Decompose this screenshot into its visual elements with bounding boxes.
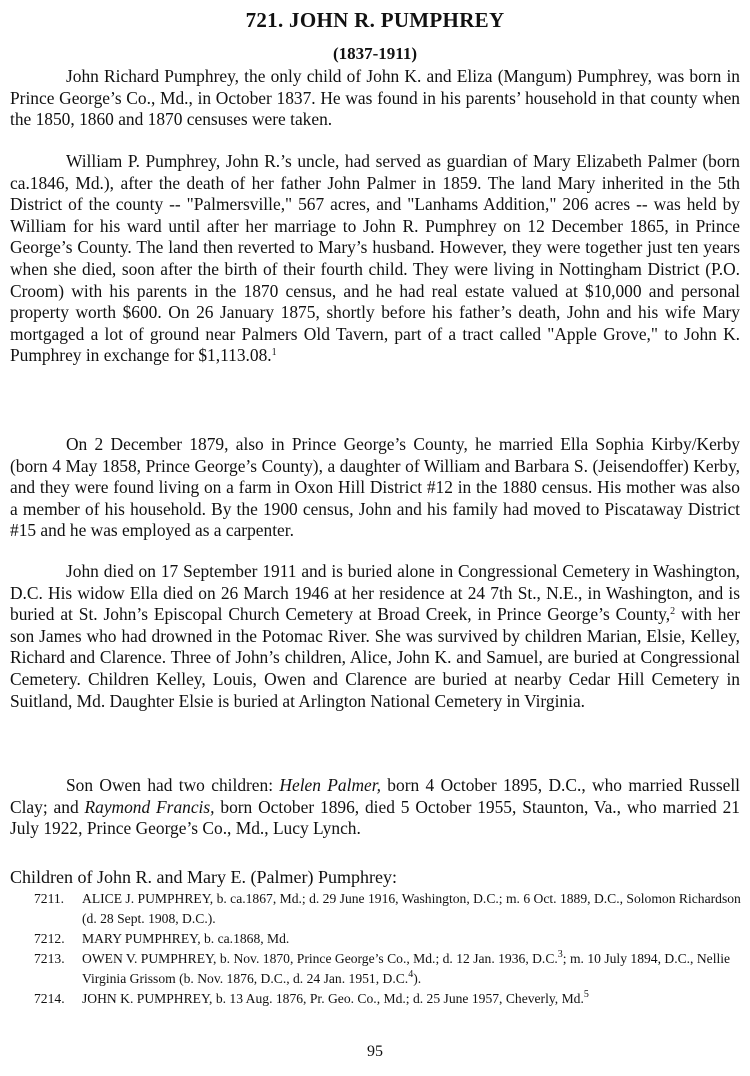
life-years: (1837-1911) [332, 44, 418, 63]
footnote-ref-4: 4 [408, 969, 414, 980]
paragraph-5-text: born October 1896, died 5 October 1955, Staunton, Va., who married 21 July 1922, Prince George’s Co., Md., Lucy Lynch. [10, 796, 740, 839]
paragraph-5 [10, 775, 740, 840]
child-text-a: JOHN K. PUMPHREY, b. 13 Aug. 1876, Pr. Geo. Co., Md.; d. 25 June 1957, Cheverly, Md. [82, 991, 584, 1006]
list-item [34, 929, 744, 949]
footnote-ref-5: 5 [583, 989, 589, 1000]
paragraph-5-text: born 4 October 1895, D.C., who married Russell Clay; and [10, 775, 740, 817]
child-text: MARY PUMPHREY, b. ca.1868, Md. [82, 931, 290, 946]
paragraph-5-text: Son Owen had two children: [66, 775, 280, 795]
page-number: 95 [367, 1043, 383, 1060]
child-number: 7213. [34, 951, 65, 966]
child-text-c: ). [413, 971, 422, 986]
footnote-ref-1: 1 [271, 347, 277, 359]
paragraph-4-text-b: with her son James who had drowned in the Potomac River. She was survived by children Marian, Elsie, Kelley, Richard and Clarence. Three of John’s children, Alice, John K. and Samuel, are buried at Congressional Cemetery. Children Kelley, Louis, Owen and Clarence are buried at nearby Cedar Hill Cemetery in Suitland, Md. Daughter Elsie is buried at Arlington National Cemetery in Virginia. [10, 604, 740, 711]
list-item [34, 889, 744, 929]
child-text-b: ; m. 10 July 1894, D.C., Nellie Virginia Grissom (b. Nov. 1876, D.C., d. 24 Jan. 1951, D.C. [82, 951, 731, 986]
paragraph-2-text: William P. Pumphrey, John R.’s uncle, had served as guardian of Mary Elizabeth Palmer (born ca.1846, Md.), after the death of her father John Palmer in 1859. The land Mary inherited in the 5th District of the county -- "Palmersville," 567 acres, and "Lanhams Addition," 206 acres -- was held by William for his ward until after her marriage to John R. Pumphrey on 12 December 1865, in Prince George’s County. The land then reverted to Mary’s husband. However, they were together just ten years when she died, soon after the birth of their fourth child. They were living in Nottingham District (P.O. Croom) with his parents in the 1870 census, and he had real estate valued at $10,000 and personal property worth $600. On 26 January 1875, shortly before his father’s death, John and his wife Mary mortgaged a lot of ground near Palmers Old Tavern, part of a tract called "Apple Grove," to John K. Pumphrey in exchange for $1,113.08. [10, 151, 740, 366]
paragraph-3: On 2 December 1879, also in Prince George’s County, he married Ella Sophia Kirby/Kerby (born 4 May 1858, Prince George’s County), a daughter of William and Barbara S. (Jeisendoffer) Kerby, and they were found living on a farm in Oxon Hill District #12 in the 1880 census. His mother was also a member of his household. By the 1900 census, John and his family had moved to Piscataway District #15 and he was employed as a carpenter. [10, 434, 740, 541]
list-item [34, 989, 744, 1009]
child-name-raymond: Raymond Francis, [84, 796, 215, 817]
child-text-a: OWEN V. PUMPHREY, b. Nov. 1870, Prince George’s Co., Md.; d. 12 Jan. 1936, D.C. [82, 951, 558, 966]
footnote-ref-3: 3 [557, 949, 563, 960]
list-item [34, 949, 744, 989]
child-text: ALICE J. PUMPHREY, b. ca.1867, Md.; d. 29 June 1916, Washington, D.C.; m. 6 Oct. 1889, D.C., Solomon Richardson (d. 28 Sept. 1908, D.C.). [82, 891, 741, 926]
children-heading: Children of John R. and Mary E. (Palmer) Pumphrey: [10, 867, 397, 887]
page-title: 721. JOHN R. PUMPHREY [245, 8, 505, 32]
paragraph-4-text-a: John died on 17 September 1911 and is buried alone in Congressional Cemetery in Washington, D.C. His widow Ella died on 26 March 1946 at her residence at 24 7th St., N.E., in Washington, and is buried at St. John’s Episcopal Church Cemetery at Broad Creek, in Prince George’s County, [10, 561, 740, 625]
paragraph-2 [10, 151, 740, 367]
paragraph-4 [10, 561, 740, 712]
child-number: 7212. [34, 931, 65, 946]
child-text [82, 949, 744, 989]
footnote-ref-2: 2 [670, 606, 676, 618]
child-number: 7214. [34, 991, 65, 1006]
children-list [34, 889, 744, 1009]
paragraph-1: John Richard Pumphrey, the only child of John K. and Eliza (Mangum) Pumphrey, was born in Prince George’s Co., Md., in October 1837. He was found in his parents’ household in that county when the 1850, 1860 and 1870 censuses were taken. [10, 66, 740, 130]
child-name-helen: Helen Palmer, [279, 775, 381, 795]
child-text [82, 989, 589, 1009]
child-number: 7211. [34, 891, 65, 906]
